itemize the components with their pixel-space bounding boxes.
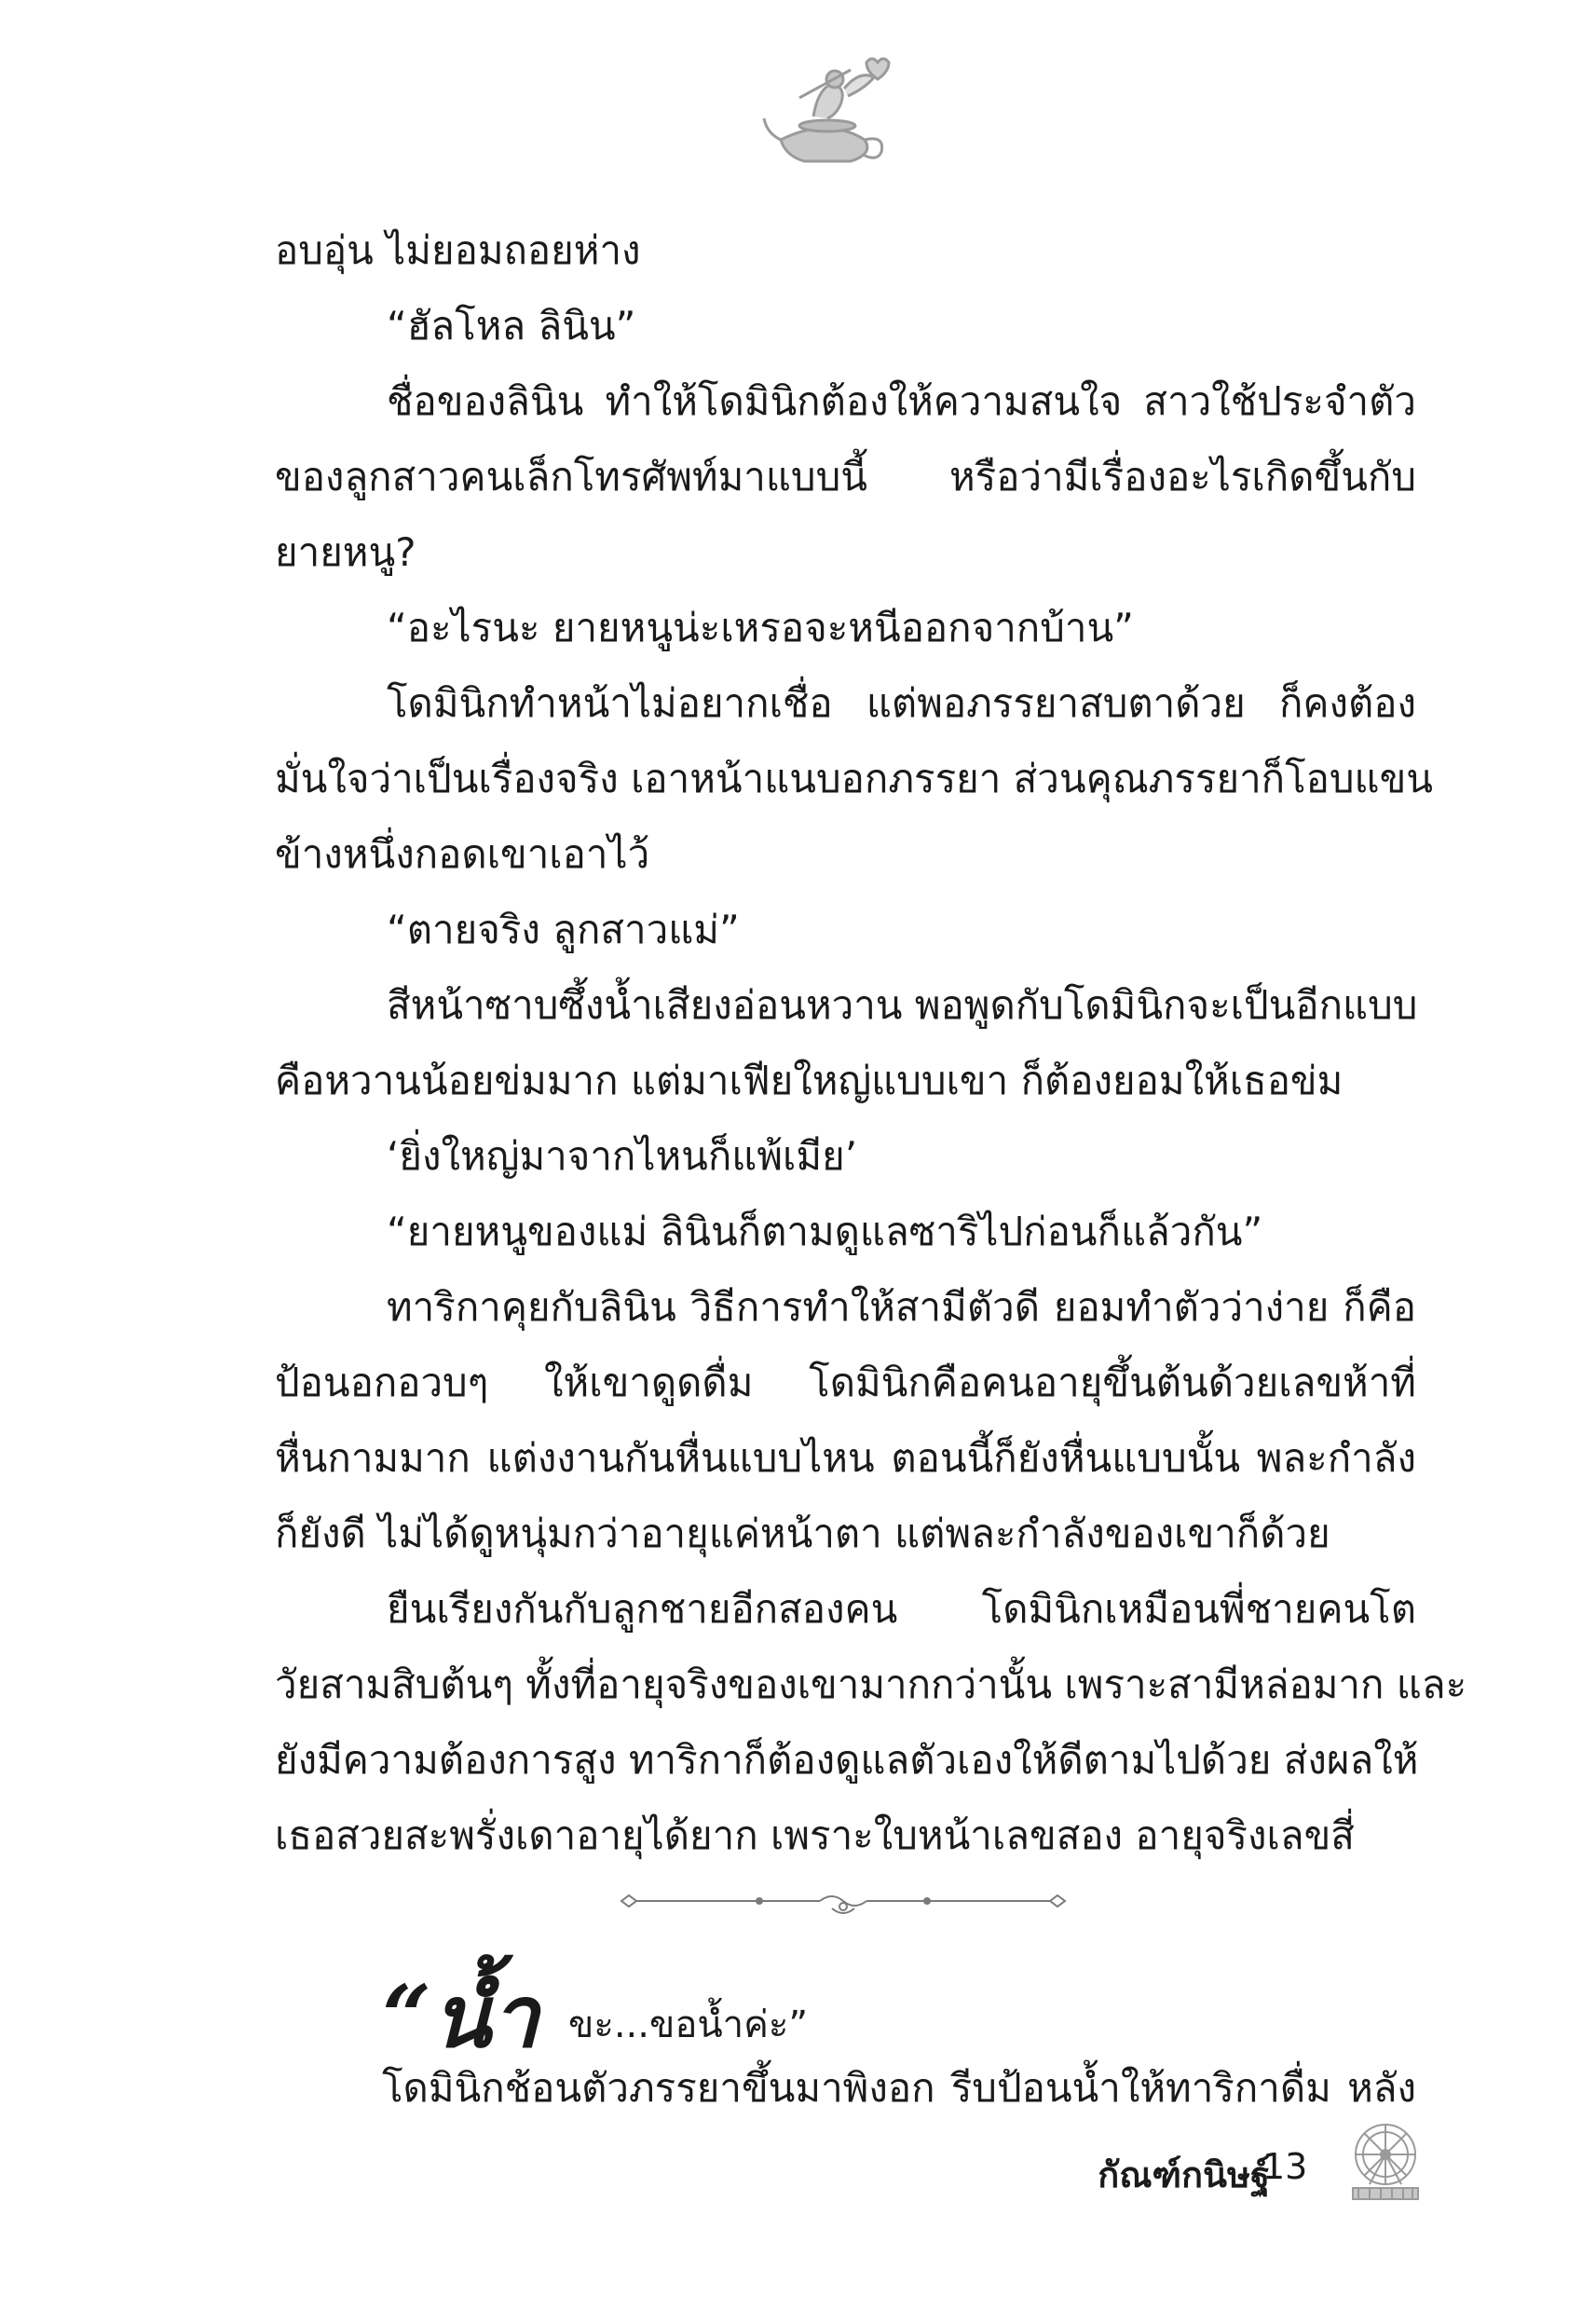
ferris-wheel-icon: [1342, 2115, 1430, 2204]
body-line: ข้างหนึ่งกอดเขาเอาไว้: [275, 831, 650, 877]
body-line: หื่นกามมาก แต่งงานกันหื่นแบบไหน ตอนนี้ก็ยังหื่นแบบนั้น พละกำลัง: [275, 1435, 1416, 1481]
body-line: ก็ยังดี ไม่ได้ดูหนุ่มกว่าอายุแค่หน้าตา แต่พละกำลังของเขาก็ด้วย: [275, 1511, 1330, 1556]
ornamental-divider-icon: [620, 1882, 1067, 1920]
body-line: วัยสามสิบต้นๆ ทั้งที่อายุจริงของเขามากกว่านั้น เพราะสามีหล่อมาก และ: [275, 1661, 1467, 1707]
section-first-line: โดมินิกช้อนตัวภรรยาขึ้นมาพิงอก รีบป้อนน้ำให้ทาริกาดื่ม หลัง: [382, 2065, 1416, 2111]
body-line: “ตายจริง ลูกสาวแม่”: [387, 907, 740, 952]
body-line: “ฮัลโหล ลินิน”: [387, 303, 636, 349]
body-line: คือหวานน้อยข่มมาก แต่มาเฟียใหญ่แบบเขา ก็ต้องยอมให้เธอข่ม: [275, 1058, 1344, 1103]
body-line: อบอุ่น ไม่ยอมถอยห่าง: [275, 227, 641, 273]
section-opening: [382, 1929, 1416, 2126]
body-line: เธอสวยสะพรั่งเดาอายุได้ยาก เพราะใบหน้าเลขสอง อายุจริงเลขสี่: [275, 1812, 1355, 1858]
body-line: มั่นใจว่าเป็นเรื่องจริง เอาหน้าแนบอกภรรยา ส่วนคุณภรรยาก็โอบแขน: [275, 756, 1434, 801]
body-line: “ยายหนูของแม่ ลินินก็ตามดูแลซาริไปก่อนก็แล้วกัน”: [387, 1209, 1263, 1254]
body-line: ยายหนู?: [275, 529, 416, 575]
dropcap-continuation: ขะ...ขอน้ำค่ะ”: [568, 2003, 809, 2046]
body-line: สีหน้าซาบซึ้งน้ำเสียงอ่อนหวาน พอพูดกับโดมินิกจะเป็นอีกแบบ: [387, 982, 1418, 1028]
body-line: ทาริกาคุยกับลินิน วิธีการทำให้สามีตัวดี ยอมทำตัวว่าง่าย ก็คือ: [387, 1284, 1416, 1330]
dropcap-word: “น้ำ: [382, 1966, 540, 2067]
body-line: ป้อนอกอวบๆ ให้เขาดูดดื่ม โดมินิกคือคนอายุขึ้นต้นด้วยเลขห้าที่: [275, 1360, 1416, 1405]
body-line: ‘ยิ่งใหญ่มาจากไหนก็แพ้เมีย’: [387, 1133, 858, 1179]
page-number: 13: [1262, 2146, 1308, 2187]
book-title: กัณฑ์กนิษฐ์: [1098, 2154, 1270, 2195]
body-text: [275, 212, 1467, 1873]
body-line: ชื่อของลินิน ทำให้โดมินิกต้องให้ความสนใจ สาวใช้ประจำตัว: [387, 378, 1416, 424]
body-line: ยืนเรียงกันกับลูกชายอีกสองคน โดมินิกเหมือนพี่ชายคนโต: [387, 1586, 1416, 1632]
body-line: “อะไรนะ ยายหนูน่ะเหรอจะหนีออกจากบ้าน”: [387, 605, 1134, 650]
body-line: ของลูกสาวคนเล็กโทรศัพท์มาแบบนี้ หรือว่ามีเรื่องอะไรเกิดขึ้นกับ: [275, 454, 1416, 499]
body-line: โดมินิกทำหน้าไม่อยากเชื่อ แต่พอภรรยาสบตาด้วย ก็คงต้อง: [387, 680, 1416, 726]
body-line: ยังมีความต้องการสูง ทาริกาก็ต้องดูแลตัวเองให้ดีตามไปด้วย ส่งผลให้: [275, 1737, 1419, 1783]
cupid-teapot-icon: [762, 51, 893, 182]
